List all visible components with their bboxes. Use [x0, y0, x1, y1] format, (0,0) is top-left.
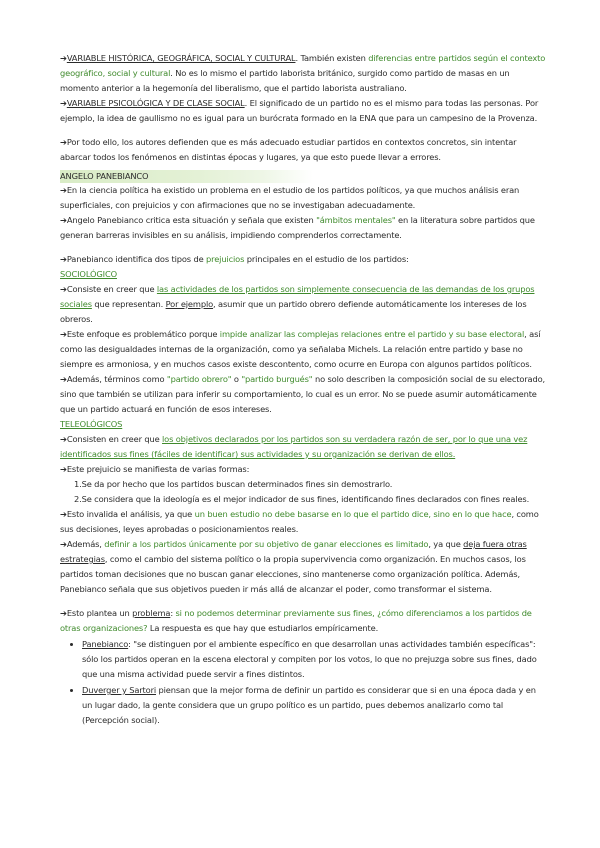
arrow-icon: ➔	[60, 608, 67, 618]
paragraph-teleologicos-invalidates: ➔Esto invalida el análisis, ya que un buen estudio no debe basarse en lo que el partido dice, sino en lo que hace, como sus decisiones, leyes aprobadas o posicionamientos reales.	[60, 509, 539, 534]
numbered-item-1: 1.Se da por hecho que los partidos buscan determinados fines sin demostrarlo.	[74, 479, 393, 489]
paragraph-sociologico-terms: ➔Además, términos como "partido obrero" o "partido burgués" no solo describen la composición social de su electorado, sino que también se utilizan para inferir su comportamiento, lo cual es un error. No se puede asumir automáticamente que un partido actuará en función de esos intereses.	[60, 374, 546, 414]
list-item: • Duverger y Sartori piensan que la mejor forma de definir un partido es considerar que si en una época dada y en un lugar dado, la gente considera que un grupo político es un partido, pues debemos analizarlo como tal (Percepción social).	[82, 683, 546, 728]
arrow-icon: ➔	[60, 434, 67, 444]
arrow-icon: ➔	[60, 284, 67, 294]
arrow-icon: ➔	[60, 185, 67, 195]
paragraph-prejudice-types: ➔Panebianco identifica dos tipos de prejuicios principales en el estudio de los partidos:	[60, 254, 409, 264]
paragraph-problem-question: ➔Esto plantea un problema: si no podemos determinar previamente sus fines, ¿cómo diferenciamos a los partidos de otras organizaciones? La respuesta es que hay que estudiarlos empíricamente.	[60, 608, 532, 633]
paragraph-teleologicos-elections: ➔Además, definir a los partidos únicamente por su objetivo de ganar elecciones es limitado, ya que deja fuera otras estrategias, como el cambio del sistema político o la propia supervivencia como organización. En muchos casos, los partidos toman decisiones que no buscan ganar elecciones, sino mantenerse como organización política. Además, Panebianco señala que sus objetivos pueden ir más allá de alcanzar el poder, como transformar el sistema.	[60, 539, 527, 594]
arrow-icon: ➔	[60, 98, 67, 108]
list-item: • Panebianco: "se distinguen por el ambiente específico en que desarrollan unas actividades también específicas": sólo los partidos operan en la escena electoral y compiten por los votos, lo que no prejuzga sobre sus fines, dado que una misma actividad puede servir a fines distintos.	[82, 637, 546, 682]
arrow-icon: ➔	[60, 215, 67, 225]
numbered-item-2: 2.Se considera que la ideología es el mejor indicador de sus fines, identificando fines declarados con fines reales.	[74, 494, 530, 504]
arrow-icon: ➔	[60, 374, 67, 384]
arrow-icon: ➔	[60, 539, 67, 549]
paragraph-problem-study: ➔En la ciencia política ha existido un problema en el estudio de los partidos políticos, ya que muchos análisis eran superficiales, con prejuicios y con afirmaciones que no se investigaban adecuadamente.	[60, 185, 520, 210]
arrow-icon: ➔	[60, 53, 67, 63]
bullet-list	[60, 637, 546, 728]
section-heading-panebianco: ANGELO PANEBIANCO	[60, 170, 313, 183]
paragraph-teleologicos-definition: ➔Consisten en creer que los objetivos declarados por los partidos son su verdadera razón de ser, por lo que una vez identificados sus fines (fáciles de identificar) sus actividades y su organización se derivan de ellos.	[60, 434, 528, 459]
paragraph-sociologico-definition: ➔Consiste en creer que las actividades de los partidos son simplemente consecuencia de las demandas de los grupos sociales que representan. Por ejemplo, asumir que un partido obrero defiende automáticamente los intereses de los obreros.	[60, 284, 535, 324]
subheading-teleologicos: TELEOLÓGICOS	[60, 419, 123, 429]
paragraph-teleologicos-forms: ➔Este prejuicio se manifiesta de varias formas:	[60, 464, 250, 474]
paragraph-mental-frames: ➔Angelo Panebianco critica esta situación y señala que existen "ámbitos mentales" en la literatura sobre partidos que generan barreras invisibles en su análisis, impidiendo comprenderlos correctamente.	[60, 215, 535, 240]
paragraph-psychological-variable: ➔VARIABLE PSICOLÓGICA Y DE CLASE SOCIAL. El significado de un partido no es el mismo para todas las personas. Por ejemplo, la idea de gaullismo no es igual para un burócrata formado en la ENA que para un campesino de la Provenza.	[60, 98, 539, 123]
arrow-icon: ➔	[60, 509, 67, 519]
arrow-icon: ➔	[60, 464, 67, 474]
paragraph-sociologico-problem: ➔Este enfoque es problemático porque impide analizar las complejas relaciones entre el partido y su base electoral, así como las desigualdades internas de la organización, como ya señalaba Michels. La relación entre partido y base no siempre es armoniosa, y en muchos casos existe descontento, como ocurre en Europa con algunos partidos políticos.	[60, 329, 541, 369]
arrow-icon: ➔	[60, 254, 67, 264]
arrow-icon: ➔	[60, 137, 67, 147]
subheading-sociologico: SOCIOLÓGICO	[60, 269, 117, 279]
paragraph-conclusion: ➔Por todo ello, los autores defienden que es más adecuado estudiar partidos en contextos concretos, sin intentar abarcar todos los fenómenos en distintas épocas y lugares, ya que esto puede llevar a errores.	[60, 137, 517, 162]
paragraph-historical-variable: ➔VARIABLE HISTÓRICA, GEOGRÁFICA, SOCIAL Y CULTURAL. También existen diferencias entre partidos según el contexto geográfico, social y cultural. No es lo mismo el partido laborista británico, surgido como partido de masas en un momento anterior a la hegemonía del liberalismo, que el partido laborista australiano.	[60, 53, 546, 93]
document-body	[60, 51, 546, 729]
arrow-icon: ➔	[60, 329, 67, 339]
